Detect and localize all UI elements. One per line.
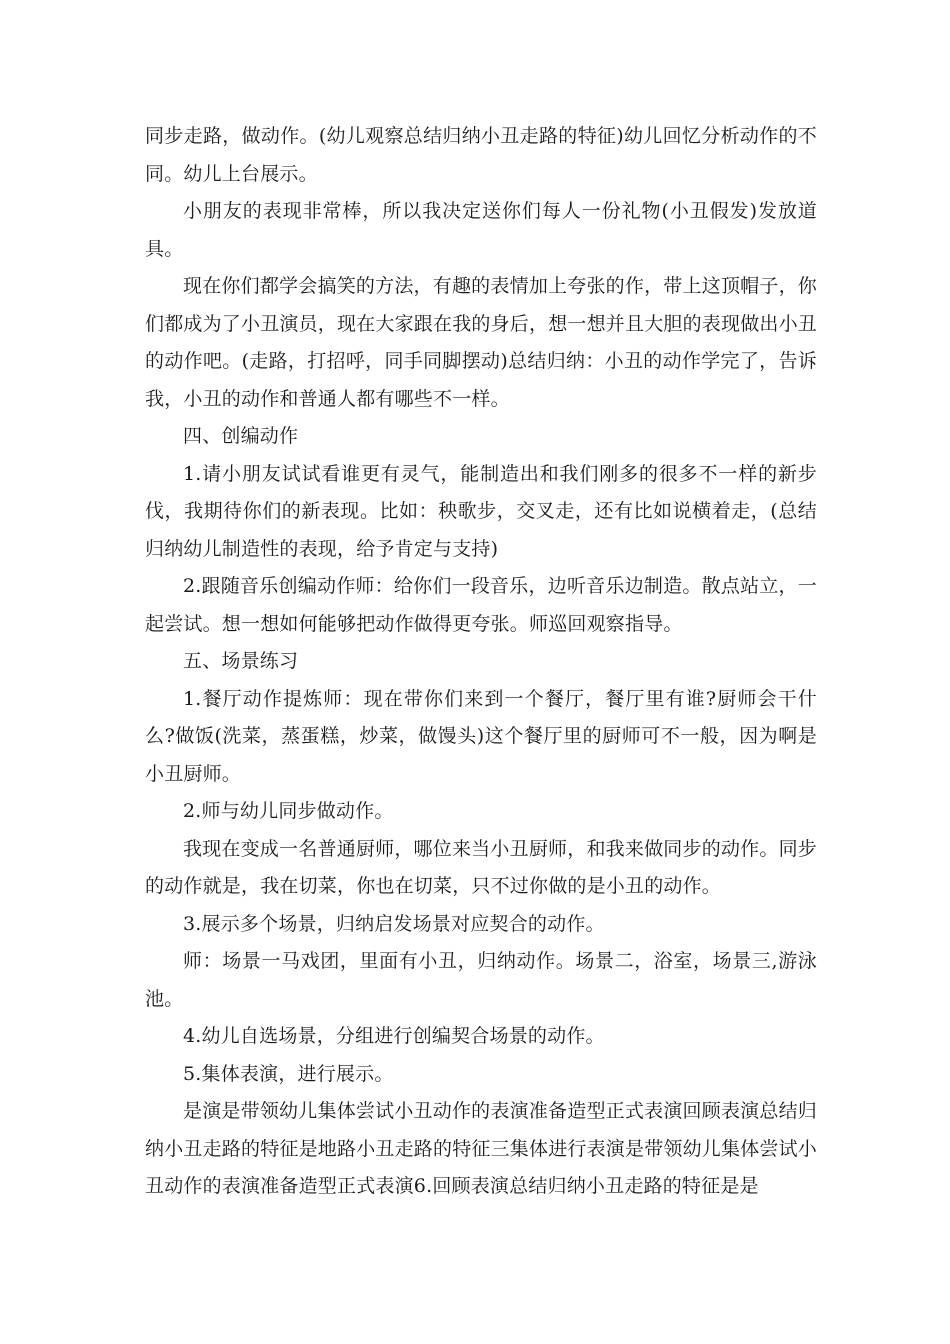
paragraph: 5.集体表演，进行展示。 [183, 1062, 394, 1085]
paragraph: 我现在变成一名普通厨师，哪位来当小丑厨师，和我来做同步的动作。同步的动作就是，我在切菜，你也在切菜，只不过你做的是小丑的动作。 [145, 837, 817, 897]
section-heading: 四、创编动作 [183, 425, 299, 447]
paragraph: 2.师与幼儿同步做动作。 [183, 800, 394, 822]
paragraph: 1.请小朋友试试看谁更有灵气，能制造出和我们刚多的很多不一样的新步伐，我期待你们的新表现。比如：秧歌步，交叉走，还有比如说横着走，(总结归纳幼儿制造性的表现，给予肯定与支持) [145, 462, 817, 560]
paragraph: 小朋友的表现非常棒，所以我决定送你们每人一份礼物(小丑假发)发放道具。 [145, 200, 817, 260]
paragraph: 现在你们都学会搞笑的方法，有趣的表情加上夸张的作，带上这顶帽子，你们都成为了小丑演员，现在大家跟在我的身后，想一想并且大胆的表现做出小丑的动作吧。(走路，打招呼，同手同脚摆动)总结归纳：小丑的动作学完了，告诉我，小丑的动作和普通人都有哪些不一样。 [145, 275, 818, 410]
paragraph: 4.幼儿自选场景，分组进行创编契合场景的动作。 [183, 1025, 605, 1047]
paragraph: 师：场景一马戏团，里面有小丑，归纳动作。场景二，浴室，场景三,游泳池。 [145, 950, 817, 1010]
document-body [145, 118, 817, 1206]
section-heading: 五、场景练习 [183, 650, 299, 672]
paragraph: 3.展示多个场景，归纳启发场景对应契合的动作。 [183, 912, 605, 935]
paragraph: 2.跟随音乐创编动作师：给你们一段音乐，边听音乐边制造。散点站立，一起尝试。想一想如何能够把动作做得更夸张。师巡回观察指导。 [145, 575, 817, 635]
paragraph: 1.餐厅动作提炼师：现在带你们来到一个餐厅，餐厅里有谁?厨师会干什么?做饭(洗菜，蒸蛋糕，炒菜，做馒头)这个餐厅里的厨师可不一般，因为啊是小丑厨师。 [145, 687, 817, 785]
paragraph: 同步走路，做动作。(幼儿观察总结归纳小丑走路的特征)幼儿回忆分析动作的不同。幼儿上台展示。 [145, 125, 817, 185]
paragraph: 是演是带领幼儿集体尝试小丑动作的表演准备造型正式表演回顾表演总结归纳小丑走路的特征是地路小丑走路的特征三集体进行表演是带领幼儿集体尝试小丑动作的表演准备造型正式表演6.回顾表演总结归纳小丑走路的特征是是 [145, 1100, 818, 1197]
